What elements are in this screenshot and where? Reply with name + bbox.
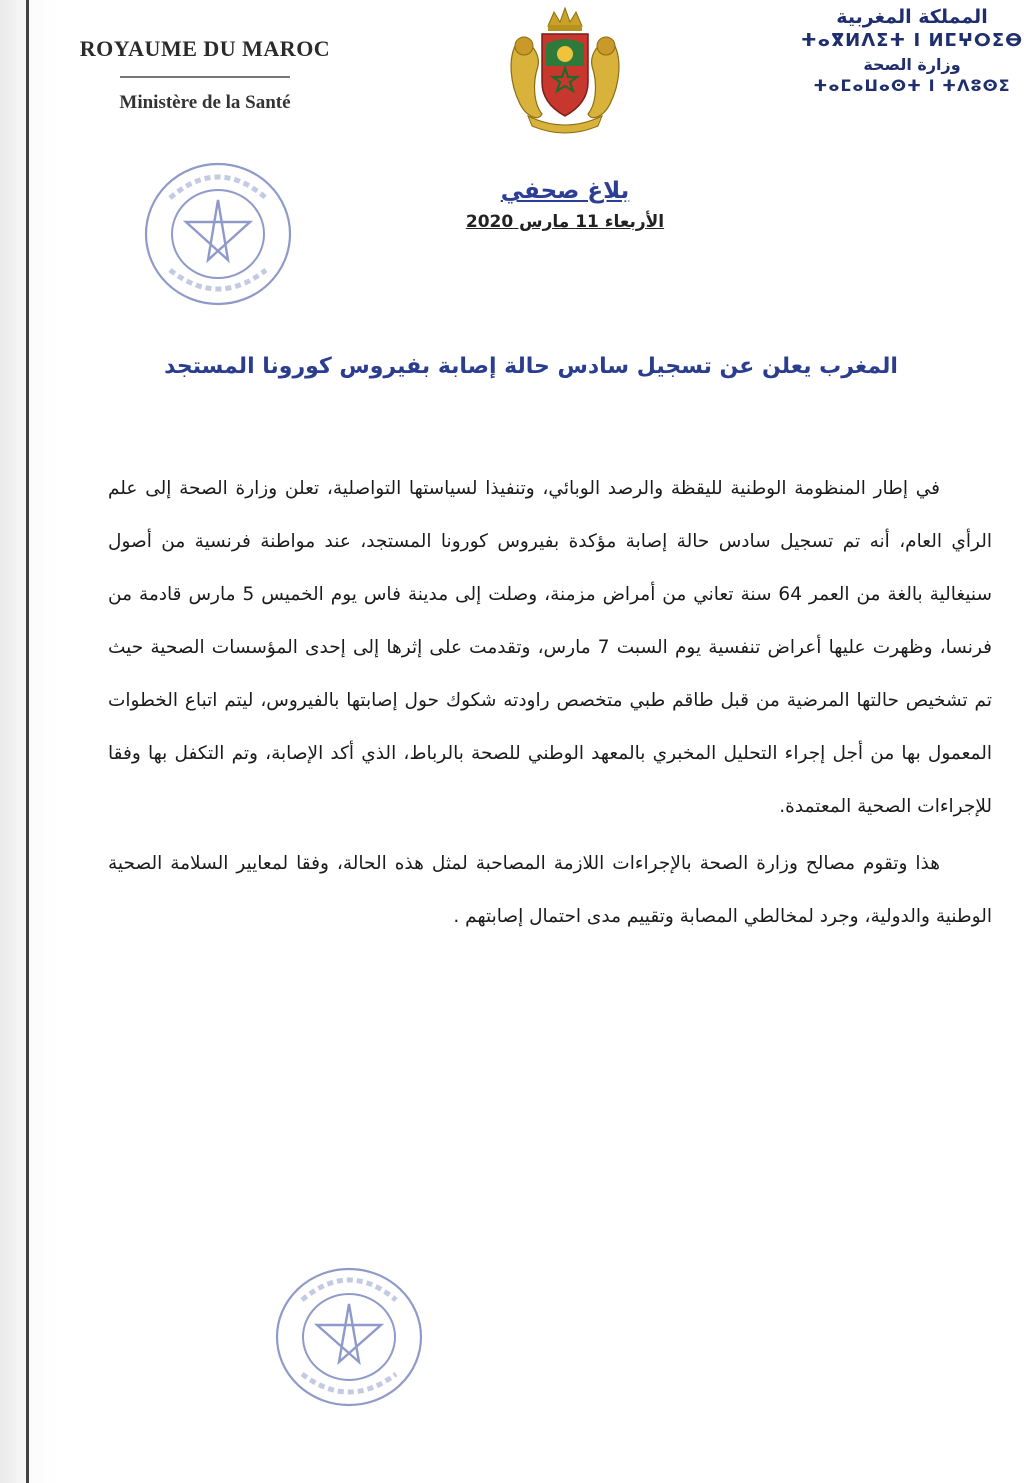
- paragraph: هذا وتقوم مصالح وزارة الصحة بالإجراءات اللازمة المصاحبة لمثل هذه الحالة، وفقا لمعايير السلامة الصحية الوطنية والدولية، وجرد لمخالطي المصابة وتقييم مدى احتمال إصابتهم .: [108, 853, 992, 927]
- header-french: [40, 36, 370, 114]
- kingdom-name-fr: ROYAUME DU MAROC: [79, 36, 331, 61]
- headline: المغرب يعلن عن تسجيل سادس حالة إصابة بفيروس كورونا المستجد: [164, 354, 898, 379]
- paragraph: في إطار المنظومة الوطنية لليقظة والرصد الوبائي، وتنفيذا لسياستها التواصلية، تعلن وزارة الصحة إلى علم الرأي العام، أنه تم تسجيل سادس حالة إصابة مؤكدة بفيروس كورونا المستجد، عند مواطنة فرنسية من أصول سنيغالية بالغة من العمر 64 سنة تعاني من أمراض مزمنة، وصلت إلى مدينة فاس يوم الخميس 5 مارس قادمة من فرنسا، وظهرت عليها أعراض تنفسية يوم السبت 7 مارس، وتقدمت على إثرها إلى إحدى المؤسسات الصحية حيث تم تشخيص حالتها المرضية من قبل طاقم طبي متخصص راودته شكوك حول إصابتها بالفيروس، ليتم اتباع الخطوات المعمول بها من أجل إجراء التحليل المخبري بالمعهد الوطني للصحة بالرباط، الذي أكد الإصابة، وتم التكفل بها وفقا للإجراءات الصحية المعتمدة.: [108, 478, 993, 817]
- page-edge-rule: [26, 0, 29, 1483]
- ministry-name-ar: وزارة الصحة: [863, 55, 961, 74]
- stamp-icon: [270, 1262, 428, 1412]
- press-release-date: الأربعاء 11 مارس 2020: [465, 212, 665, 232]
- header-divider: [120, 76, 290, 78]
- stamp-icon: [140, 158, 296, 310]
- kingdom-name-ar: المملكة المغربية: [836, 6, 988, 28]
- body-text: [108, 462, 992, 943]
- kingdom-name-tifinagh: ⵜⴰⴳⵍⴷⵉⵜ ⵏ ⵍⵎⵖⵔⵉⴱ: [800, 30, 1024, 51]
- press-release-heading: [440, 178, 690, 232]
- header-arabic: [792, 6, 1032, 95]
- ministry-name-fr: Ministère de la Santé: [119, 92, 291, 113]
- ministry-name-tifinagh: ⵜⴰⵎⴰⵡⴰⵙⵜ ⵏ ⵜⴷⵓⵙⵉ: [813, 76, 1011, 95]
- press-release-title: بلاغ صحفي: [500, 178, 630, 204]
- coat-of-arms-icon: [498, 4, 632, 136]
